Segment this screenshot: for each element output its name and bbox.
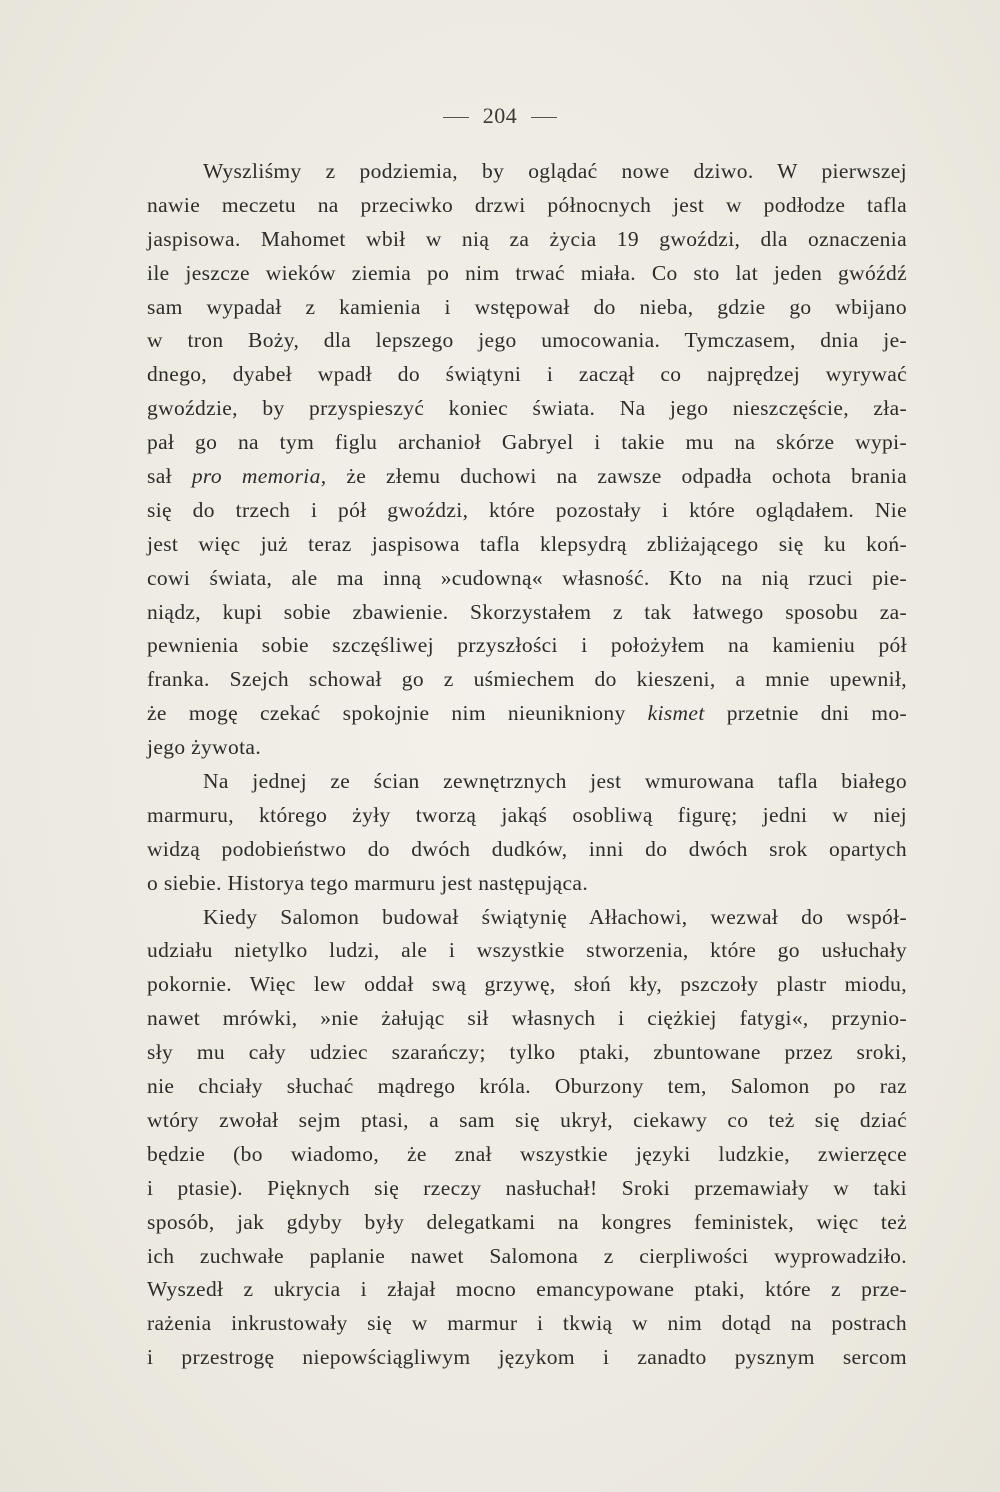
text-line (147, 1172, 907, 1206)
line-text: że mogę czekać spokojnie nim nieunikniony (147, 701, 648, 726)
page-number: 204 (482, 103, 518, 128)
text-line (147, 189, 907, 223)
line-text: ile jeszcze wieków ziemia po nim trwać miała. Co sto lat jeden gwóźdź (147, 260, 907, 285)
text-line (147, 1138, 907, 1172)
text-line (147, 1206, 907, 1240)
line-text: udziału nietylko ludzi, ale i wszystkie stworzenia, które go usłuchały (147, 938, 907, 963)
line-text: sał (147, 464, 192, 489)
text-line (147, 257, 907, 291)
line-text: Wyszliśmy z podziemia, by oglądać nowe dziwo. W pierwszej (203, 159, 907, 183)
text-line (147, 528, 907, 562)
line-text: Wyszedł z ukrycia i złajał mocno emancypowane ptaki, które z prze- (147, 1277, 907, 1302)
line-text: sły mu cały udziec szarańczy; tylko ptaki, zbuntowane przez sroki, (147, 1040, 907, 1065)
header-dash-right (531, 117, 557, 118)
line-text: sam wypadał z kamienia i wstępował do nieba, gdzie go wbijano (147, 294, 907, 319)
page-header (0, 103, 1000, 129)
text-line (147, 392, 907, 426)
line-text-continued: że złemu duchowi na zawsze odpadła ochota brania (326, 464, 907, 489)
line-text: o siebie. Historya tego marmuru jest następująca. (147, 870, 589, 895)
line-text: marmuru, którego żyły tworzą jakąś osobliwą figurę; jedni w niej (147, 802, 907, 827)
body-text (147, 155, 907, 1375)
line-text: się do trzech i pół gwoździ, które pozostały i które oglądałem. Nie (147, 497, 907, 522)
line-text: Kiedy Salomon budował świątynię Ałłachowi, wezwał do współ- (203, 904, 907, 929)
line-text: pał go na tym figlu archanioł Gabryel i takie mu na skórze wypi- (147, 430, 907, 455)
text-line (147, 223, 907, 257)
text-line (147, 291, 907, 325)
text-line (147, 562, 907, 596)
text-line (147, 968, 907, 1002)
text-line (147, 155, 907, 189)
text-line (147, 358, 907, 392)
text-line (147, 867, 907, 901)
text-line (147, 697, 907, 731)
line-text: cowi świata, ale ma inną »cudowną« własność. Kto na nią rzuci pie- (147, 565, 907, 590)
line-text-continued: przetnie dni mo- (704, 701, 907, 726)
text-line (147, 765, 907, 799)
text-line (147, 494, 907, 528)
line-text: wtóry zwołał sejm ptasi, a sam się ukrył, ciekawy co też się dziać (147, 1107, 907, 1132)
line-text: widzą podobieństwo do dwóch dudków, inni do dwóch srok opartych (147, 836, 907, 861)
line-text: jaspisowa. Mahomet wbił w nią za życia 19 gwoździ, dla oznaczenia (147, 226, 907, 251)
header-dash-left (443, 117, 469, 118)
line-text: jest więc już teraz jaspisowa tafla klepsydrą zbliżającego się ku koń- (147, 531, 907, 556)
line-text: franka. Szejch schował go z uśmiechem do kieszeni, a mnie upewnił, (147, 667, 907, 692)
line-text: będzie (bo wiadomo, że znał wszystkie języki ludzkie, zwierzęce (147, 1141, 907, 1166)
line-text: rażenia inkrustowały się w marmur i tkwią w nim dotąd na postrach (147, 1311, 907, 1336)
text-line (147, 596, 907, 630)
text-line (147, 934, 907, 968)
line-text: gwoździe, by przyspieszyć koniec świata. Na jego nieszczęście, zła- (147, 396, 907, 421)
text-line (147, 833, 907, 867)
line-text: ich zuchwałe paplanie nawet Salomona z cierpliwości wyprowadziło. (147, 1243, 907, 1268)
line-text: dnego, dyabeł wpadł do świątyni i zaczął co najprędzej wyrywać (147, 362, 907, 387)
line-text: nawet mrówki, »nie żałując sił własnych i ciężkiej fatygi«, przynio- (147, 1006, 907, 1031)
line-text: Na jednej ze ścian zewnętrznych jest wmurowana tafla białego (203, 769, 907, 794)
line-text: niądz, kupi sobie zbawienie. Skorzystałem z tak łatwego sposobu za- (147, 599, 907, 624)
line-text: nie chciały słuchać mądrego króla. Oburzony tem, Salomon po raz (147, 1074, 907, 1099)
text-line (147, 1002, 907, 1036)
line-text: pokornie. Więc lew oddał swą grzywę, słoń kły, pszczoły plastr miodu, (147, 972, 907, 997)
text-line (147, 1104, 907, 1138)
text-line (147, 629, 907, 663)
line-text: nawie meczetu na przeciwko drzwi północnych jest w podłodze tafla (147, 192, 907, 217)
line-text: jego żywota. (147, 735, 262, 760)
text-line (147, 1341, 907, 1375)
text-line (147, 1307, 907, 1341)
italic-phrase: pro memoria, (191, 464, 327, 489)
line-text: sposób, jak gdyby były delegatkami na kongres feministek, więc też (147, 1209, 907, 1234)
text-line (147, 901, 907, 935)
text-line (147, 324, 907, 358)
text-line (147, 426, 907, 460)
text-line (147, 460, 907, 494)
italic-phrase: kismet (647, 701, 705, 726)
line-text: i przestrogę niepowściągliwym językom i zanadto pysznym sercom (147, 1345, 907, 1370)
line-text: w tron Boży, dla lepszego jego umocowania. Tymczasem, dnia je- (147, 328, 907, 353)
text-line (147, 799, 907, 833)
text-line (147, 663, 907, 697)
text-line (147, 1273, 907, 1307)
line-text: pewnienia sobie szczęśliwej przyszłości i położyłem na kamieniu pół (147, 633, 907, 658)
line-text: i ptasie). Pięknych się rzeczy nasłuchał! Sroki przemawiały w taki (147, 1175, 907, 1200)
text-line (147, 731, 907, 765)
text-line (147, 1036, 907, 1070)
text-line (147, 1070, 907, 1104)
text-line (147, 1240, 907, 1274)
